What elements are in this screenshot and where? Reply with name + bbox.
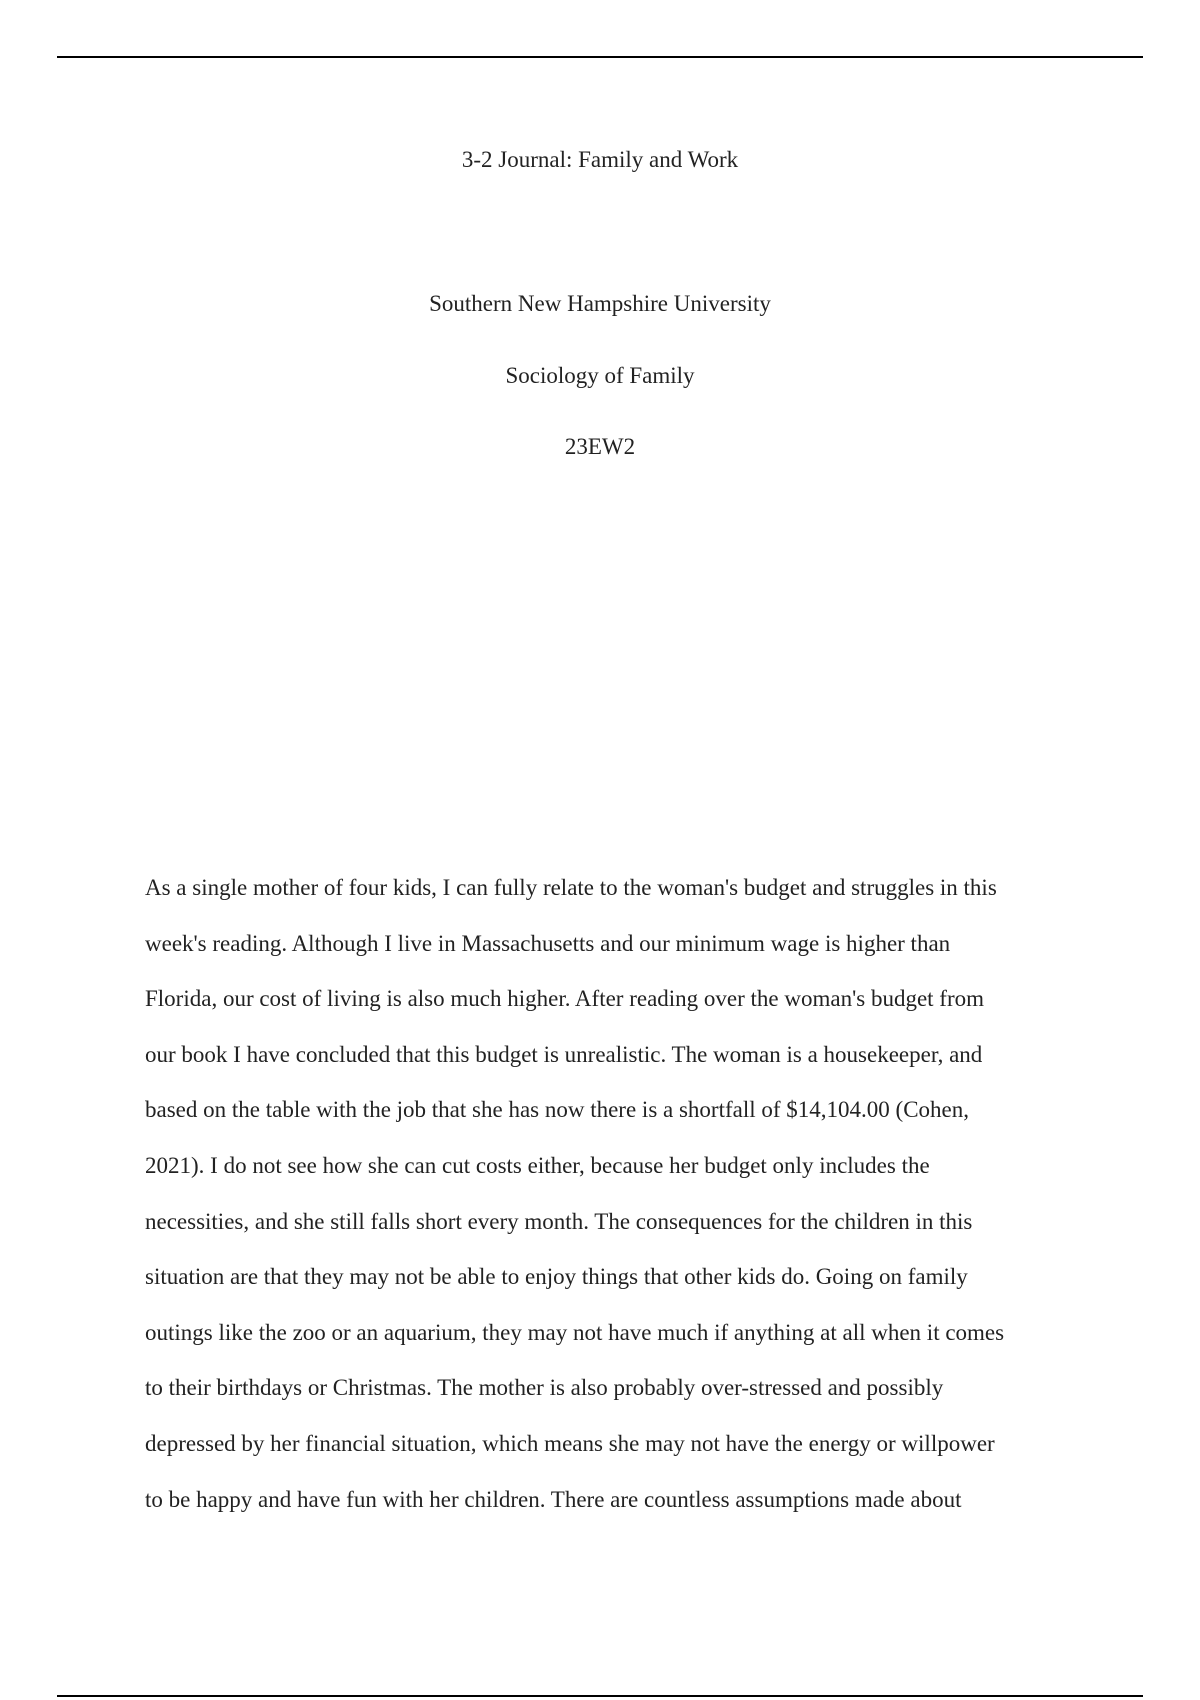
body-line: depressed by her financial situation, which means she may not have the energy or willpower xyxy=(145,1430,995,1456)
term-code: 23EW2 xyxy=(564,434,636,459)
body-line: 2021). I do not see how she can cut costs either, because her budget only includes the xyxy=(145,1152,930,1178)
body-line: to their birthdays or Christmas. The mother is also probably over-stressed and possibly xyxy=(145,1375,944,1401)
body-line: Florida, our cost of living is also much higher. After reading over the woman's budget from xyxy=(145,986,985,1012)
bottom-border-line xyxy=(57,1695,1143,1697)
body-line: necessities, and she still falls short every month. The consequences for the children in this xyxy=(145,1208,973,1234)
top-border-line xyxy=(57,56,1143,58)
course-name: Sociology of Family xyxy=(505,363,695,388)
journal-body-paragraph xyxy=(145,860,1055,1527)
body-line: outings like the zoo or an aquarium, they may not have much if anything at all when it comes xyxy=(145,1319,1005,1345)
document-title: 3-2 Journal: Family and Work xyxy=(461,147,739,172)
body-line: week's reading. Although I live in Massachusetts and our minimum wage is higher than xyxy=(145,930,951,956)
body-line: As a single mother of four kids, I can fully relate to the woman's budget and struggles in this xyxy=(145,875,997,900)
body-line: based on the table with the job that she has now there is a shortfall of $14,104.00 (Cohen, xyxy=(145,1097,969,1123)
institution-name: Southern New Hampshire University xyxy=(429,291,771,316)
body-line: to be happy and have fun with her children. There are countless assumptions made about xyxy=(145,1486,962,1512)
body-line: our book I have concluded that this budget is unrealistic. The woman is a housekeeper, and xyxy=(145,1041,983,1067)
body-line: situation are that they may not be able to enjoy things that other kids do. Going on family xyxy=(145,1264,968,1290)
